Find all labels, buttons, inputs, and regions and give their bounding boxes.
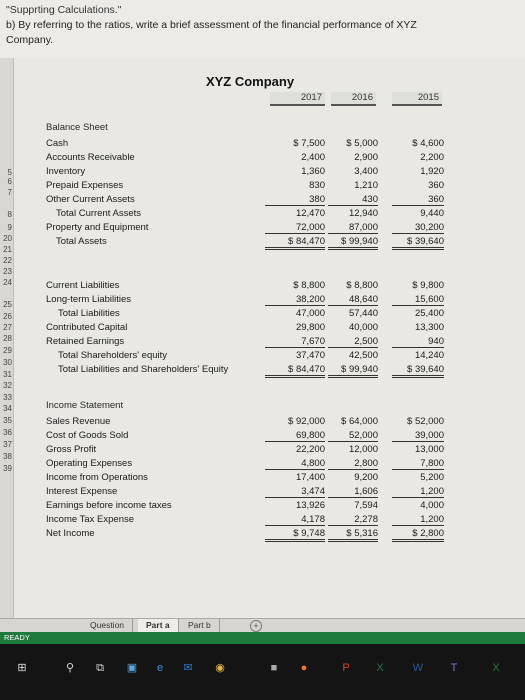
- row-label[interactable]: Net Income: [46, 528, 95, 539]
- cell-value[interactable]: $ 99,940: [328, 364, 378, 378]
- excel2-icon[interactable]: X: [492, 662, 500, 674]
- excel-icon[interactable]: X: [376, 662, 384, 674]
- status-text: READY: [4, 633, 30, 642]
- row-number[interactable]: 34: [3, 404, 12, 413]
- cell-value[interactable]: $ 7,500: [293, 138, 325, 149]
- row-label[interactable]: Total Liabilities and Shareholders' Equity: [58, 364, 229, 375]
- cell-value[interactable]: 25,400: [414, 308, 444, 319]
- cell-value[interactable]: 7,670: [265, 336, 325, 348]
- cell-value[interactable]: $ 52,000: [407, 416, 444, 427]
- cell-value[interactable]: $ 92,000: [288, 416, 325, 427]
- doc-line-3: Company.: [6, 34, 54, 46]
- row-label[interactable]: Total Liabilities: [58, 308, 120, 319]
- powerpoint-icon[interactable]: P: [342, 662, 350, 674]
- document-text: [0, 0, 525, 58]
- doc-line-2: b) By referring to the ratios, write a brief assessment of the financial performance of XYZ: [6, 19, 417, 31]
- cell-value[interactable]: 3,400: [354, 166, 378, 177]
- section-heading-balance-sheet[interactable]: Balance Sheet: [46, 122, 108, 133]
- row-label[interactable]: Total Shareholders' equity: [58, 350, 168, 361]
- word-icon[interactable]: W: [412, 662, 424, 674]
- row-label[interactable]: Sales Revenue: [46, 416, 111, 427]
- cell-value[interactable]: $ 9,748: [265, 528, 325, 542]
- row-number[interactable]: 35: [3, 416, 12, 425]
- cell-value[interactable]: 47,000: [295, 308, 325, 319]
- cell-value[interactable]: 1,210: [354, 180, 378, 191]
- row-number[interactable]: 38: [3, 452, 12, 461]
- row-number[interactable]: 29: [3, 346, 12, 355]
- cell-value[interactable]: 48,640: [328, 294, 378, 306]
- cell-value[interactable]: $ 9,800: [412, 280, 444, 291]
- doc-line-1: "Supprting Calculations.": [6, 4, 122, 16]
- cell-value[interactable]: 2,500: [328, 336, 378, 348]
- cell-value[interactable]: 1,920: [420, 166, 444, 177]
- cell-value[interactable]: 13,926: [295, 500, 325, 511]
- row-number[interactable]: 32: [3, 381, 12, 390]
- windows-icon[interactable]: ⊞: [17, 662, 27, 674]
- cell-value[interactable]: 38,200: [265, 294, 325, 306]
- cell-value[interactable]: 22,200: [295, 444, 325, 455]
- row-number[interactable]: 6: [7, 177, 12, 186]
- cell-value[interactable]: 12,000: [348, 444, 378, 455]
- row-label[interactable]: Interest Expense: [46, 486, 118, 497]
- cell-value[interactable]: 940: [392, 336, 444, 348]
- cell-value[interactable]: 360: [392, 194, 444, 206]
- cell-value[interactable]: $ 8,800: [346, 280, 378, 291]
- tab-part-b[interactable]: Part b: [180, 619, 220, 633]
- row-number[interactable]: 25: [3, 300, 12, 309]
- app-icon[interactable]: ■: [270, 662, 278, 674]
- cell-value[interactable]: 14,240: [414, 350, 444, 361]
- cell-value[interactable]: $ 8,800: [293, 280, 325, 291]
- cell-value[interactable]: 1,606: [328, 486, 378, 498]
- cell-value[interactable]: 13,300: [414, 322, 444, 333]
- taskbar: [0, 644, 525, 700]
- row-label[interactable]: Current Liabilities: [46, 280, 120, 291]
- cell-value[interactable]: 72,000: [265, 222, 325, 234]
- cell-value[interactable]: 430: [328, 194, 378, 206]
- file-explorer-icon[interactable]: ▣: [126, 662, 138, 674]
- row-number[interactable]: 31: [3, 370, 12, 379]
- tab-question[interactable]: Question: [82, 619, 133, 633]
- tab-part-a[interactable]: Part a: [138, 619, 179, 633]
- row-label[interactable]: Income from Operations: [46, 472, 148, 483]
- cell-value[interactable]: $ 99,940: [328, 236, 378, 250]
- cell-value[interactable]: $ 39,640: [392, 364, 444, 378]
- outlook-icon[interactable]: ✉: [183, 662, 193, 674]
- cell-value[interactable]: 40,000: [348, 322, 378, 333]
- cell-value[interactable]: 1,360: [301, 166, 325, 177]
- sheet-tabs: [0, 618, 525, 632]
- row-label[interactable]: Inventory: [46, 166, 86, 177]
- cell-value[interactable]: 2,900: [354, 152, 378, 163]
- cell-value[interactable]: 3,474: [265, 486, 325, 498]
- cell-value[interactable]: 15,600: [392, 294, 444, 306]
- cell-value[interactable]: 69,800: [265, 430, 325, 442]
- cell-value[interactable]: 360: [428, 180, 444, 191]
- row-number[interactable]: 8: [7, 210, 12, 219]
- row-label[interactable]: Total Assets: [56, 236, 107, 247]
- row-label[interactable]: Prepaid Expenses: [46, 180, 124, 191]
- cell-value[interactable]: $ 64,000: [341, 416, 378, 427]
- row-label[interactable]: Accounts Receivable: [46, 152, 135, 163]
- cell-value[interactable]: 2,200: [420, 152, 444, 163]
- row-number[interactable]: 23: [3, 267, 12, 276]
- year-header-2017[interactable]: 2017: [270, 92, 325, 106]
- status-bar: [0, 632, 525, 644]
- edge-icon[interactable]: e: [156, 662, 164, 674]
- cell-value[interactable]: 7,800: [392, 458, 444, 470]
- row-number[interactable]: 24: [3, 278, 12, 287]
- row-label[interactable]: Retained Earnings: [46, 336, 125, 347]
- cell-value[interactable]: 12,940: [348, 208, 378, 219]
- spreadsheet[interactable]: [0, 58, 525, 618]
- row-label[interactable]: Long-term Liabilities: [46, 294, 132, 305]
- row-number[interactable]: 37: [3, 440, 12, 449]
- cell-value[interactable]: 9,440: [420, 208, 444, 219]
- search-icon[interactable]: ⚲: [65, 662, 75, 674]
- row-label[interactable]: Property and Equipment: [46, 222, 149, 233]
- cell-value[interactable]: 87,000: [328, 222, 378, 234]
- section-heading-income-statement[interactable]: Income Statement: [46, 400, 124, 411]
- row-label[interactable]: Contributed Capital: [46, 322, 128, 333]
- row-number[interactable]: 5: [7, 168, 12, 177]
- row-number[interactable]: 39: [3, 464, 12, 473]
- cell-value[interactable]: 5,200: [420, 472, 444, 483]
- row-numbers: [0, 58, 14, 618]
- cell-value[interactable]: 39,000: [392, 430, 444, 442]
- row-number[interactable]: 22: [3, 256, 12, 265]
- cell-value[interactable]: 4,178: [265, 514, 325, 526]
- cell-value[interactable]: 4,800: [265, 458, 325, 470]
- firefox-icon[interactable]: ●: [300, 662, 308, 674]
- row-label[interactable]: Cash: [46, 138, 69, 149]
- cell-value[interactable]: 13,000: [414, 444, 444, 455]
- cell-value[interactable]: 2,800: [328, 458, 378, 470]
- row-label[interactable]: Cost of Goods Sold: [46, 430, 129, 441]
- company-title: XYZ Company: [205, 74, 295, 89]
- cell-value[interactable]: 12,470: [295, 208, 325, 219]
- row-number[interactable]: 21: [3, 245, 12, 254]
- add-sheet-button[interactable]: +: [250, 620, 262, 632]
- row-label[interactable]: Total Current Assets: [56, 208, 142, 219]
- app2-icon[interactable]: T: [450, 662, 458, 674]
- chrome-icon[interactable]: ◉: [215, 662, 225, 674]
- task-view-icon[interactable]: ⧉: [96, 662, 104, 674]
- cell-value[interactable]: $ 39,640: [392, 236, 444, 250]
- cell-value[interactable]: 4,000: [420, 500, 444, 511]
- cell-value[interactable]: 37,470: [295, 350, 325, 361]
- row-number[interactable]: 28: [3, 334, 12, 343]
- row-label[interactable]: Other Current Assets: [46, 194, 135, 205]
- cell-value[interactable]: $ 2,800: [392, 528, 444, 542]
- row-number[interactable]: 36: [3, 428, 12, 437]
- cell-value[interactable]: $ 84,470: [265, 364, 325, 378]
- cell-value[interactable]: 380: [265, 194, 325, 206]
- row-number[interactable]: 7: [7, 188, 12, 197]
- cell-value[interactable]: 29,800: [295, 322, 325, 333]
- cell-value[interactable]: 17,400: [295, 472, 325, 483]
- row-label[interactable]: Operating Expenses: [46, 458, 133, 469]
- row-label[interactable]: Gross Profit: [46, 444, 97, 455]
- cell-value[interactable]: $ 5,316: [328, 528, 378, 542]
- cell-value[interactable]: 7,594: [354, 500, 378, 511]
- year-header-2015[interactable]: 2015: [392, 92, 442, 106]
- cell-value[interactable]: 2,278: [328, 514, 378, 526]
- cell-value[interactable]: 1,200: [392, 486, 444, 498]
- cell-value[interactable]: $ 4,600: [412, 138, 444, 149]
- year-header-2016[interactable]: 2016: [331, 92, 376, 106]
- row-label[interactable]: Earnings before income taxes: [46, 500, 172, 511]
- cell-value[interactable]: 2,400: [301, 152, 325, 163]
- cell-value[interactable]: $ 5,000: [346, 138, 378, 149]
- cell-value[interactable]: 52,000: [328, 430, 378, 442]
- row-number[interactable]: 30: [3, 358, 12, 367]
- row-number[interactable]: 26: [3, 312, 12, 321]
- cell-value[interactable]: 42,500: [348, 350, 378, 361]
- cell-value[interactable]: 30,200: [392, 222, 444, 234]
- cell-value[interactable]: 830: [309, 180, 325, 191]
- row-label[interactable]: Income Tax Expense: [46, 514, 135, 525]
- cell-value[interactable]: 1,200: [392, 514, 444, 526]
- row-number[interactable]: 20: [3, 234, 12, 243]
- cell-value[interactable]: $ 84,470: [265, 236, 325, 250]
- row-number[interactable]: 27: [3, 323, 12, 332]
- cell-value[interactable]: 9,200: [354, 472, 378, 483]
- row-number[interactable]: 33: [3, 393, 12, 402]
- cell-value[interactable]: 57,440: [348, 308, 378, 319]
- row-number[interactable]: 9: [7, 223, 12, 232]
